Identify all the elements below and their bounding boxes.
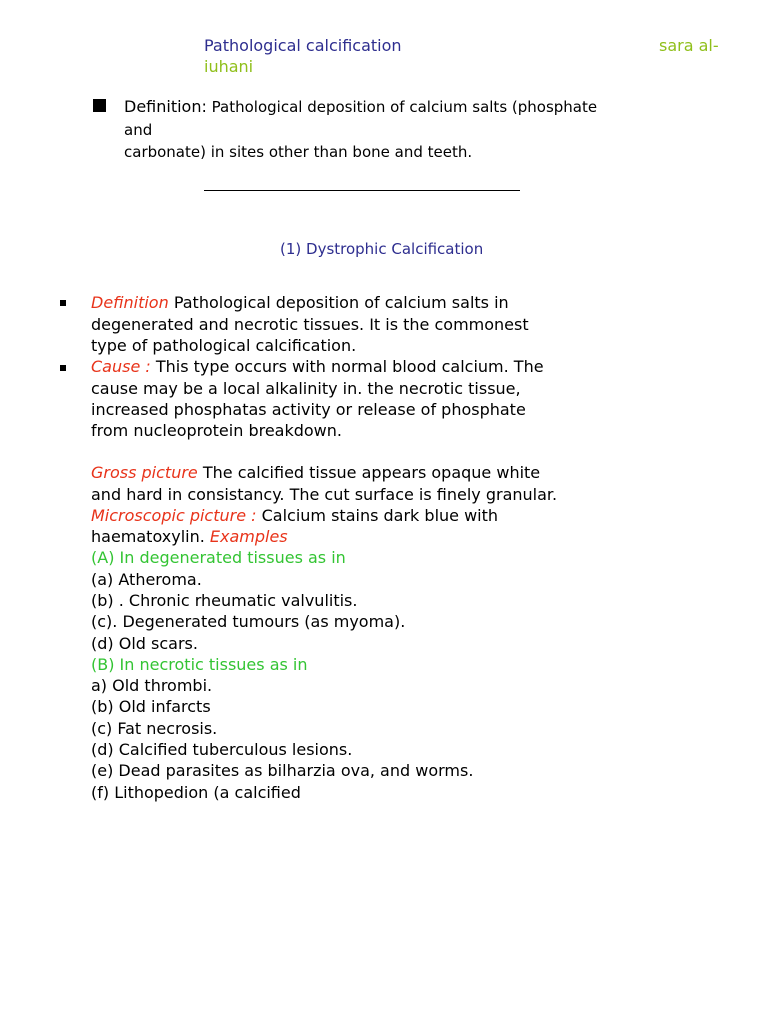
list-item: (c). Degenerated tumours (as myoma). [91, 612, 406, 631]
gross-text: The calcified tissue appears opaque white [197, 463, 541, 482]
list-item: (b) . Chronic rheumatic valvulitis. [91, 591, 358, 610]
author-name: sara al- [659, 36, 719, 55]
group-a-heading: (A) In degenerated tissues as in [91, 548, 346, 567]
cause-line-3: increased phosphatas activity or release of phosphate [91, 400, 526, 419]
cause-line-1 [91, 356, 544, 377]
square-bullet-icon [60, 300, 66, 306]
list-item: (f) Lithopedion (a calcified [91, 783, 301, 802]
cause-text: This type occurs with normal blood calcium. The [150, 357, 544, 376]
list-item: (a) Atheroma. [91, 570, 202, 589]
list-item: (d) Old scars. [91, 634, 198, 653]
list-item: (e) Dead parasites as bilharzia ova, and worms. [91, 761, 474, 780]
list-item: (c) Fat necrosis. [91, 719, 218, 738]
definition-line-1 [124, 96, 597, 118]
definition-text: Pathological deposition of calcium salts (phosphate [211, 98, 598, 116]
list-item: (d) Calcified tuberculous lesions. [91, 740, 353, 759]
cause-line-2: cause may be a local alkalinity in. the necrotic tissue, [91, 379, 521, 398]
definition-line-3: carbonate) in sites other than bone and teeth. [124, 143, 473, 161]
list-item: a) Old thrombi. [91, 676, 213, 695]
definition-label: Definition: [124, 97, 207, 116]
section-title: (1) Dystrophic Calcification [280, 240, 484, 258]
cause-label: Cause : [91, 357, 151, 376]
list-item: (b) Old infarcts [91, 697, 211, 716]
micro-line-1 [91, 505, 498, 526]
square-bullet-icon [93, 99, 106, 112]
square-bullet-icon [60, 365, 66, 371]
micro-line-2 [91, 526, 288, 547]
definition-line-2: and [124, 121, 153, 139]
dystrophic-definition-line-1 [91, 292, 509, 313]
page-title: Pathological calcification [204, 36, 402, 55]
gross-line-2: and hard in consistancy. The cut surface is finely granular. [91, 485, 558, 504]
examples-label: Examples [209, 527, 288, 546]
definition-text: Pathological deposition of calcium salts in [168, 293, 509, 312]
micro-text-continued: haematoxylin. [91, 527, 210, 546]
divider [204, 190, 520, 191]
cause-line-4: from nucleoprotein breakdown. [91, 421, 342, 440]
dystrophic-definition-line-3: type of pathological calcification. [91, 336, 357, 355]
author-name-continued: iuhani [204, 57, 254, 76]
group-b-heading: (B) In necrotic tissues as in [91, 655, 308, 674]
definition-label: Definition [91, 293, 169, 312]
micro-text: Calcium stains dark blue with [256, 506, 499, 525]
gross-label: Gross picture [91, 463, 198, 482]
micro-label: Microscopic picture : [91, 506, 257, 525]
dystrophic-definition-line-2: degenerated and necrotic tissues. It is the commonest [91, 315, 529, 334]
gross-line-1 [91, 462, 540, 483]
